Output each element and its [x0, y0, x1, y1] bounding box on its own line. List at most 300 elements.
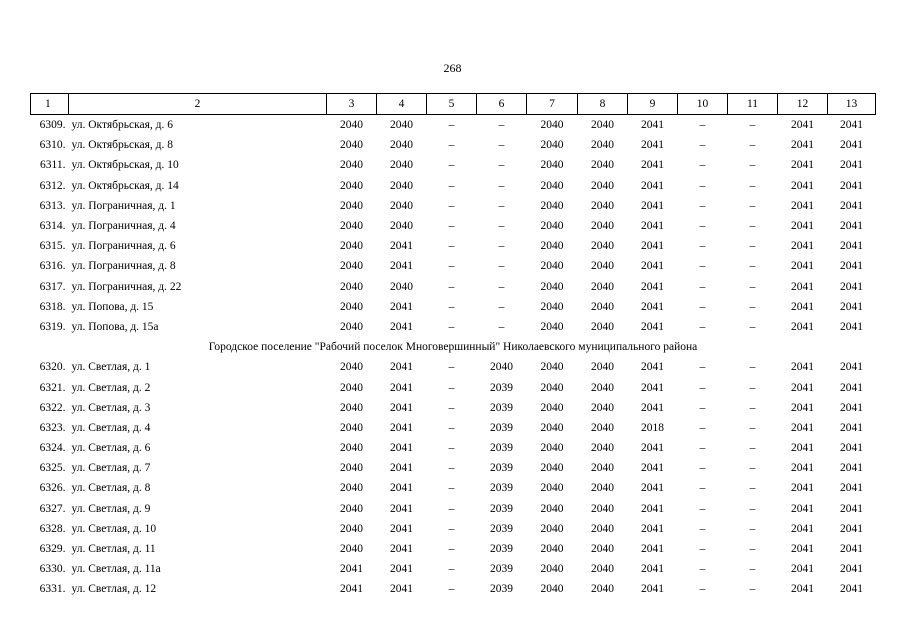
- row-number: 6313.: [39, 199, 66, 212]
- column-header-7: 7: [527, 94, 578, 115]
- year-cell: 2041: [641, 199, 664, 212]
- year-cell: 2040: [340, 300, 363, 313]
- row-number: 6327.: [39, 502, 66, 515]
- row-number: 6309.: [39, 119, 66, 132]
- year-cell: –: [498, 300, 505, 313]
- year-cell: 2041: [641, 442, 664, 455]
- year-cell: –: [699, 361, 706, 374]
- year-cell: 2041: [791, 361, 814, 374]
- year-cell: 2039: [490, 401, 513, 414]
- year-cell: –: [498, 139, 505, 152]
- year-cell: 2040: [340, 119, 363, 132]
- year-cell: 2040: [340, 482, 363, 495]
- year-cell: 2041: [641, 583, 664, 596]
- year-cell: 2041: [641, 159, 664, 172]
- year-cell: –: [749, 361, 756, 374]
- year-cell: 2041: [840, 522, 863, 535]
- year-cell: –: [699, 401, 706, 414]
- table-row: [31, 438, 876, 458]
- row-number: 6322.: [39, 401, 66, 414]
- year-cell: 2040: [390, 220, 413, 233]
- year-cell: –: [448, 401, 455, 414]
- year-cell: 2040: [591, 240, 614, 253]
- section-heading-row: [31, 337, 876, 357]
- address-cell: ул. Светлая, д. 10: [71, 522, 157, 535]
- table-row: [31, 539, 876, 559]
- year-cell: 2041: [791, 119, 814, 132]
- column-header-10: 10: [678, 94, 728, 115]
- year-cell: 2041: [840, 179, 863, 192]
- year-cell: –: [749, 199, 756, 212]
- year-cell: 2041: [840, 119, 863, 132]
- year-cell: –: [448, 502, 455, 515]
- year-cell: 2041: [390, 543, 413, 556]
- year-cell: –: [749, 300, 756, 313]
- year-cell: 2041: [641, 482, 664, 495]
- year-cell: 2040: [591, 381, 614, 394]
- year-cell: 2041: [390, 583, 413, 596]
- table-row: [31, 357, 876, 377]
- year-cell: –: [699, 320, 706, 333]
- year-cell: 2018: [641, 421, 664, 434]
- year-cell: 2040: [591, 482, 614, 495]
- address-cell: ул. Октябрьская, д. 10: [71, 159, 179, 172]
- year-cell: 2041: [390, 442, 413, 455]
- year-cell: 2041: [641, 280, 664, 293]
- year-cell: –: [749, 381, 756, 394]
- year-cell: –: [498, 280, 505, 293]
- row-number: 6318.: [39, 300, 66, 313]
- year-cell: 2041: [840, 300, 863, 313]
- year-cell: 2041: [791, 179, 814, 192]
- year-cell: 2041: [791, 442, 814, 455]
- year-cell: 2041: [641, 462, 664, 475]
- table-row: [31, 398, 876, 418]
- year-cell: 2041: [340, 583, 363, 596]
- year-cell: –: [699, 482, 706, 495]
- year-cell: 2040: [540, 381, 564, 394]
- year-cell: 2041: [390, 260, 413, 273]
- year-cell: –: [749, 421, 756, 434]
- year-cell: –: [699, 300, 706, 313]
- year-cell: 2040: [591, 563, 614, 576]
- year-cell: 2040: [340, 240, 363, 253]
- year-cell: –: [749, 280, 756, 293]
- year-cell: –: [749, 502, 756, 515]
- year-cell: 2040: [591, 119, 614, 132]
- table-row: [31, 317, 876, 337]
- table-row: [31, 418, 876, 438]
- row-number: 6330.: [39, 563, 66, 576]
- year-cell: –: [749, 583, 756, 596]
- header-row: [31, 94, 876, 115]
- row-number: 6311.: [40, 159, 66, 172]
- year-cell: 2041: [791, 220, 814, 233]
- year-cell: 2041: [840, 361, 863, 374]
- row-number: 6329.: [39, 543, 66, 556]
- address-cell: ул. Светлая, д. 1: [71, 361, 151, 374]
- row-number: 6323.: [39, 421, 66, 434]
- year-cell: 2041: [791, 502, 814, 515]
- year-cell: 2041: [791, 240, 814, 253]
- year-cell: 2040: [340, 502, 363, 515]
- year-cell: –: [749, 139, 756, 152]
- year-cell: 2041: [840, 139, 863, 152]
- table-row: [31, 256, 876, 276]
- year-cell: 2040: [540, 179, 564, 192]
- year-cell: –: [448, 240, 455, 253]
- year-cell: 2041: [840, 442, 863, 455]
- year-cell: –: [448, 381, 455, 394]
- year-cell: 2041: [641, 401, 664, 414]
- year-cell: –: [699, 179, 706, 192]
- year-cell: 2040: [340, 401, 363, 414]
- year-cell: 2041: [840, 199, 863, 212]
- year-cell: 2041: [791, 421, 814, 434]
- column-header-2: 2: [69, 94, 327, 115]
- table-row: [31, 579, 876, 599]
- address-cell: ул. Пограничная, д. 22: [71, 280, 182, 293]
- year-cell: 2041: [390, 462, 413, 475]
- year-cell: 2040: [591, 401, 614, 414]
- year-cell: 2040: [340, 320, 363, 333]
- year-cell: 2041: [641, 381, 664, 394]
- year-cell: –: [749, 543, 756, 556]
- year-cell: 2040: [591, 260, 614, 273]
- year-cell: 2041: [641, 563, 664, 576]
- year-cell: 2041: [641, 220, 664, 233]
- year-cell: 2041: [641, 139, 664, 152]
- year-cell: 2040: [591, 502, 614, 515]
- row-number: 6324.: [39, 442, 66, 455]
- column-header-1: 1: [31, 94, 69, 115]
- year-cell: –: [699, 119, 706, 132]
- row-number: 6321.: [39, 381, 66, 394]
- year-cell: 2040: [390, 280, 413, 293]
- year-cell: 2041: [840, 280, 863, 293]
- year-cell: 2041: [840, 421, 863, 434]
- year-cell: 2039: [490, 583, 513, 596]
- year-cell: –: [498, 199, 505, 212]
- table-row: [31, 135, 876, 155]
- year-cell: 2041: [840, 583, 863, 596]
- column-header-12: 12: [778, 94, 828, 115]
- year-cell: –: [749, 563, 756, 576]
- year-cell: 2040: [340, 260, 363, 273]
- year-cell: –: [498, 159, 505, 172]
- year-cell: –: [498, 220, 505, 233]
- year-cell: 2040: [390, 159, 413, 172]
- year-cell: 2040: [540, 139, 564, 152]
- year-cell: –: [699, 543, 706, 556]
- year-cell: 2041: [840, 240, 863, 253]
- row-number: 6316.: [39, 260, 66, 273]
- section-heading: Городское поселение "Рабочий поселок Многовершинный" Николаевского муниципального района: [208, 341, 698, 354]
- year-cell: –: [749, 462, 756, 475]
- row-number: 6310.: [39, 139, 66, 152]
- year-cell: 2041: [791, 300, 814, 313]
- year-cell: –: [749, 482, 756, 495]
- year-cell: –: [448, 220, 455, 233]
- year-cell: –: [699, 199, 706, 212]
- address-cell: ул. Светлая, д. 2: [71, 381, 151, 394]
- year-cell: 2041: [641, 260, 664, 273]
- address-cell: ул. Светлая, д. 9: [71, 502, 151, 515]
- year-cell: 2040: [591, 179, 614, 192]
- column-header-13: 13: [828, 94, 876, 115]
- year-cell: 2041: [641, 502, 664, 515]
- year-cell: –: [699, 280, 706, 293]
- row-number: 6320.: [39, 361, 66, 374]
- table-row: [31, 519, 876, 539]
- year-cell: 2040: [340, 280, 363, 293]
- year-cell: –: [749, 442, 756, 455]
- year-cell: 2040: [591, 522, 614, 535]
- year-cell: 2040: [540, 159, 564, 172]
- year-cell: –: [699, 240, 706, 253]
- table-row: [31, 115, 876, 136]
- row-number: 6314.: [39, 220, 66, 233]
- year-cell: –: [498, 260, 505, 273]
- table-row: [31, 377, 876, 397]
- year-cell: 2041: [840, 462, 863, 475]
- address-cell: ул. Светлая, д. 11а: [71, 563, 161, 576]
- table-row: [31, 155, 876, 175]
- year-cell: 2039: [490, 563, 513, 576]
- year-cell: 2040: [591, 320, 614, 333]
- year-cell: –: [448, 119, 455, 132]
- address-cell: ул. Светлая, д. 4: [71, 421, 151, 434]
- year-cell: 2041: [641, 543, 664, 556]
- year-cell: –: [749, 240, 756, 253]
- year-cell: 2040: [540, 260, 564, 273]
- year-cell: 2041: [840, 502, 863, 515]
- year-cell: 2040: [390, 139, 413, 152]
- year-cell: 2041: [340, 563, 363, 576]
- address-cell: ул. Попова, д. 15: [71, 300, 154, 313]
- year-cell: –: [699, 421, 706, 434]
- address-cell: ул. Пограничная, д. 6: [71, 240, 176, 253]
- year-cell: 2040: [591, 220, 614, 233]
- year-cell: 2041: [791, 381, 814, 394]
- year-cell: 2041: [791, 482, 814, 495]
- year-cell: 2039: [490, 442, 513, 455]
- year-cell: –: [498, 179, 505, 192]
- year-cell: –: [699, 583, 706, 596]
- column-header-3: 3: [327, 94, 377, 115]
- year-cell: 2040: [591, 421, 614, 434]
- row-number: 6317.: [39, 280, 66, 293]
- year-cell: –: [699, 159, 706, 172]
- year-cell: –: [448, 421, 455, 434]
- year-cell: –: [448, 543, 455, 556]
- year-cell: 2039: [490, 502, 513, 515]
- year-cell: 2040: [540, 502, 564, 515]
- year-cell: 2041: [791, 401, 814, 414]
- column-header-11: 11: [728, 94, 778, 115]
- year-cell: –: [749, 220, 756, 233]
- column-header-9: 9: [628, 94, 678, 115]
- year-cell: 2040: [340, 179, 363, 192]
- year-cell: 2041: [840, 563, 863, 576]
- year-cell: 2041: [390, 320, 413, 333]
- year-cell: 2041: [791, 260, 814, 273]
- year-cell: 2041: [791, 543, 814, 556]
- year-cell: 2041: [641, 240, 664, 253]
- year-cell: 2040: [340, 361, 363, 374]
- table-row: [31, 176, 876, 196]
- year-cell: 2041: [641, 179, 664, 192]
- year-cell: 2040: [540, 300, 564, 313]
- year-cell: 2041: [390, 502, 413, 515]
- year-cell: 2039: [490, 522, 513, 535]
- address-cell: ул. Пограничная, д. 1: [71, 199, 176, 212]
- year-cell: 2040: [390, 199, 413, 212]
- address-cell: ул. Светлая, д. 6: [71, 442, 151, 455]
- year-cell: 2041: [390, 482, 413, 495]
- address-cell: ул. Октябрьская, д. 14: [71, 179, 179, 192]
- year-cell: 2040: [591, 442, 614, 455]
- year-cell: 2040: [540, 401, 564, 414]
- year-cell: 2041: [641, 300, 664, 313]
- year-cell: 2039: [490, 381, 513, 394]
- address-cell: ул. Светлая, д. 7: [71, 462, 151, 475]
- year-cell: –: [699, 220, 706, 233]
- year-cell: 2041: [390, 381, 413, 394]
- year-cell: –: [699, 563, 706, 576]
- year-cell: –: [699, 522, 706, 535]
- page-number: 268: [443, 61, 462, 75]
- year-cell: –: [448, 462, 455, 475]
- year-cell: 2039: [490, 462, 513, 475]
- year-cell: 2039: [490, 543, 513, 556]
- year-cell: 2040: [540, 280, 564, 293]
- year-cell: 2041: [840, 543, 863, 556]
- address-cell: ул. Попова, д. 15а: [71, 320, 159, 333]
- year-cell: 2039: [490, 421, 513, 434]
- table-body: [31, 115, 876, 600]
- address-cell: ул. Светлая, д. 3: [71, 401, 151, 414]
- year-cell: –: [749, 159, 756, 172]
- year-cell: 2041: [791, 522, 814, 535]
- table-row: [31, 297, 876, 317]
- year-cell: 2041: [791, 199, 814, 212]
- address-cell: ул. Октябрьская, д. 6: [71, 119, 173, 132]
- column-header-5: 5: [427, 94, 477, 115]
- year-cell: 2041: [791, 159, 814, 172]
- year-cell: 2040: [540, 583, 564, 596]
- column-header-6: 6: [477, 94, 527, 115]
- year-cell: –: [448, 199, 455, 212]
- year-cell: 2040: [540, 462, 564, 475]
- year-cell: 2041: [791, 462, 814, 475]
- address-cell: ул. Пограничная, д. 8: [71, 260, 176, 273]
- year-cell: 2040: [340, 139, 363, 152]
- year-cell: –: [699, 381, 706, 394]
- row-number: 6328.: [39, 522, 66, 535]
- row-number: 6315.: [39, 240, 66, 253]
- year-cell: 2040: [340, 543, 363, 556]
- year-cell: –: [498, 320, 505, 333]
- year-cell: –: [448, 442, 455, 455]
- year-cell: –: [448, 522, 455, 535]
- table-row: [31, 216, 876, 236]
- year-cell: –: [749, 260, 756, 273]
- year-cell: 2041: [840, 320, 863, 333]
- year-cell: 2040: [591, 462, 614, 475]
- year-cell: 2040: [340, 522, 363, 535]
- year-cell: –: [448, 260, 455, 273]
- year-cell: –: [699, 442, 706, 455]
- year-cell: –: [699, 139, 706, 152]
- year-cell: –: [448, 482, 455, 495]
- year-cell: –: [448, 320, 455, 333]
- table-header: [31, 94, 876, 115]
- year-cell: 2041: [390, 361, 413, 374]
- year-cell: 2041: [390, 300, 413, 313]
- year-cell: 2040: [340, 381, 363, 394]
- year-cell: 2040: [540, 220, 564, 233]
- row-number: 6326.: [39, 482, 66, 495]
- year-cell: –: [448, 159, 455, 172]
- year-cell: –: [448, 280, 455, 293]
- year-cell: 2040: [591, 199, 614, 212]
- year-cell: –: [448, 361, 455, 374]
- row-number: 6331.: [39, 583, 66, 596]
- year-cell: 2040: [340, 159, 363, 172]
- table-row: [31, 499, 876, 519]
- year-cell: 2040: [540, 543, 564, 556]
- year-cell: 2039: [490, 482, 513, 495]
- year-cell: 2041: [840, 220, 863, 233]
- year-cell: –: [498, 240, 505, 253]
- year-cell: 2041: [641, 119, 664, 132]
- year-cell: 2040: [591, 583, 614, 596]
- year-cell: 2040: [540, 361, 564, 374]
- year-cell: 2040: [340, 442, 363, 455]
- year-cell: –: [749, 119, 756, 132]
- year-cell: 2041: [641, 320, 664, 333]
- year-cell: –: [699, 502, 706, 515]
- address-cell: ул. Светлая, д. 12: [71, 583, 157, 596]
- year-cell: –: [448, 300, 455, 313]
- year-cell: –: [448, 179, 455, 192]
- year-cell: –: [448, 563, 455, 576]
- year-cell: 2041: [641, 361, 664, 374]
- year-cell: 2041: [840, 260, 863, 273]
- year-cell: 2040: [591, 361, 614, 374]
- year-cell: 2040: [540, 563, 564, 576]
- year-cell: 2041: [641, 522, 664, 535]
- year-cell: 2040: [591, 300, 614, 313]
- row-number: 6325.: [39, 462, 66, 475]
- column-header-4: 4: [377, 94, 427, 115]
- year-cell: 2041: [840, 159, 863, 172]
- row-number: 6319.: [39, 320, 66, 333]
- year-cell: 2041: [791, 139, 814, 152]
- year-cell: 2041: [390, 563, 413, 576]
- year-cell: 2041: [840, 381, 863, 394]
- year-cell: –: [448, 139, 455, 152]
- year-cell: 2040: [340, 199, 363, 212]
- year-cell: 2041: [840, 401, 863, 414]
- year-cell: 2040: [390, 179, 413, 192]
- row-number: 6312.: [39, 179, 66, 192]
- year-cell: 2040: [390, 119, 413, 132]
- schedule-table: [30, 93, 876, 600]
- year-cell: –: [749, 522, 756, 535]
- year-cell: 2040: [540, 320, 564, 333]
